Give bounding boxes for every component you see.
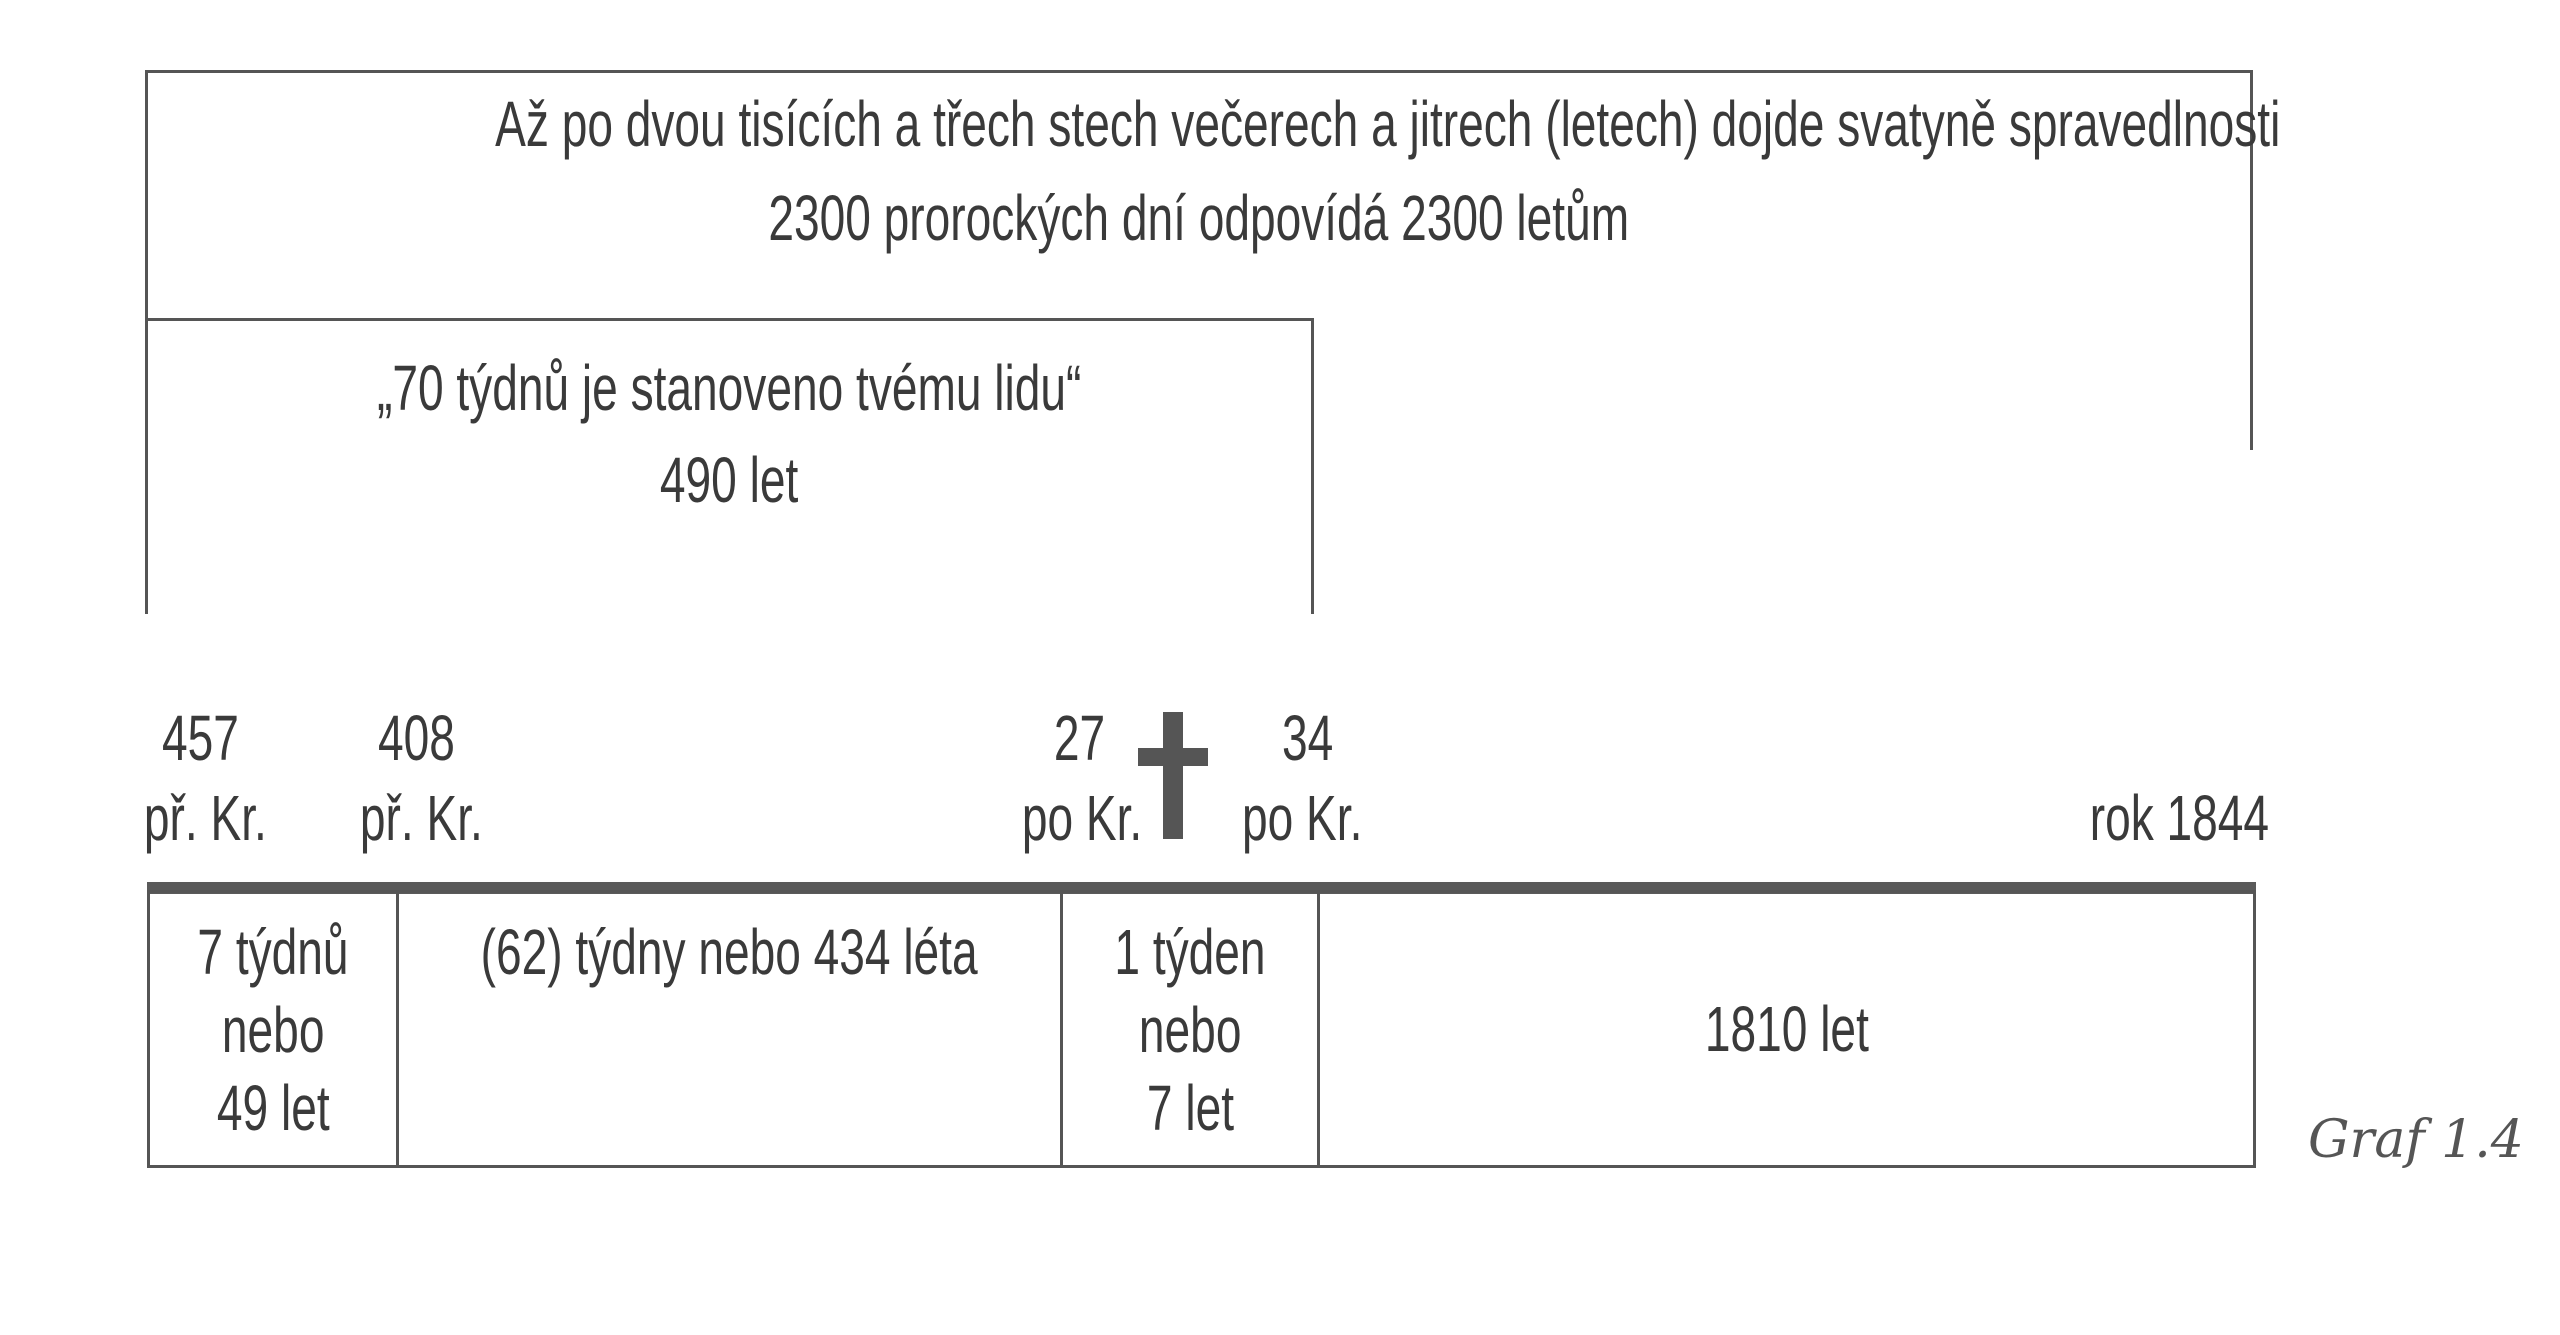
cell-line: 7 týdnů: [197, 916, 349, 988]
cross-vertical-bar: [1163, 712, 1183, 839]
timeline-cell-1810-years: [1320, 893, 2253, 1165]
bracket-490-line1: „70 týdnů je stanoveno tvému lidu“: [377, 352, 1082, 424]
timeline-cell-1-week: [1063, 893, 1320, 1165]
cell-line: 49 let: [216, 1072, 330, 1145]
date-era: př. Kr.: [359, 782, 483, 854]
date-34-ad: [1242, 698, 1412, 858]
date-408-bc: [336, 698, 496, 858]
date-era: po Kr.: [1021, 782, 1143, 854]
bracket-2300-line2: 2300 prorockých dní odpovídá 2300 letům: [768, 182, 1630, 254]
cell-line: (62) týdny nebo 434 léta: [481, 916, 978, 988]
cell-line: 1810 let: [1704, 992, 1869, 1065]
date-era: po Kr.: [1242, 782, 1363, 854]
date-457-bc: [120, 698, 280, 858]
cross-horizontal-bar: [1138, 748, 1208, 766]
cell-line: 7 let: [1146, 1072, 1234, 1145]
date-year: 27: [1053, 702, 1105, 774]
date-1844: [2020, 778, 2270, 858]
timeline-table: [147, 890, 2256, 1168]
bracket-2300-line1: Až po dvou tisících a třech stech večerech a jitrech (letech) dojde svatyně spravedlnosti: [495, 88, 2281, 160]
timeline-cell-7-weeks: [150, 893, 399, 1165]
date-era: př. Kr.: [143, 782, 267, 854]
bracket-490-years: [145, 318, 1314, 614]
cell-line: nebo: [1138, 994, 1242, 1067]
figure-caption: Graf 1.4: [2308, 1110, 2524, 1170]
date-year: 34: [1282, 702, 1334, 774]
cell-line: 1 týden: [1114, 916, 1266, 988]
date-year: 457: [161, 702, 239, 774]
cell-line: nebo: [221, 994, 325, 1067]
date-27-ad: [975, 698, 1143, 858]
date-year: 408: [377, 702, 455, 774]
date-era: rok 1844: [2089, 782, 2270, 854]
bracket-2300-years: [145, 70, 2281, 320]
bracket-2300-right-edge: [2250, 318, 2253, 450]
bracket-490-line2: 490 let: [660, 444, 799, 516]
timeline-cell-62-weeks: [399, 893, 1063, 1165]
